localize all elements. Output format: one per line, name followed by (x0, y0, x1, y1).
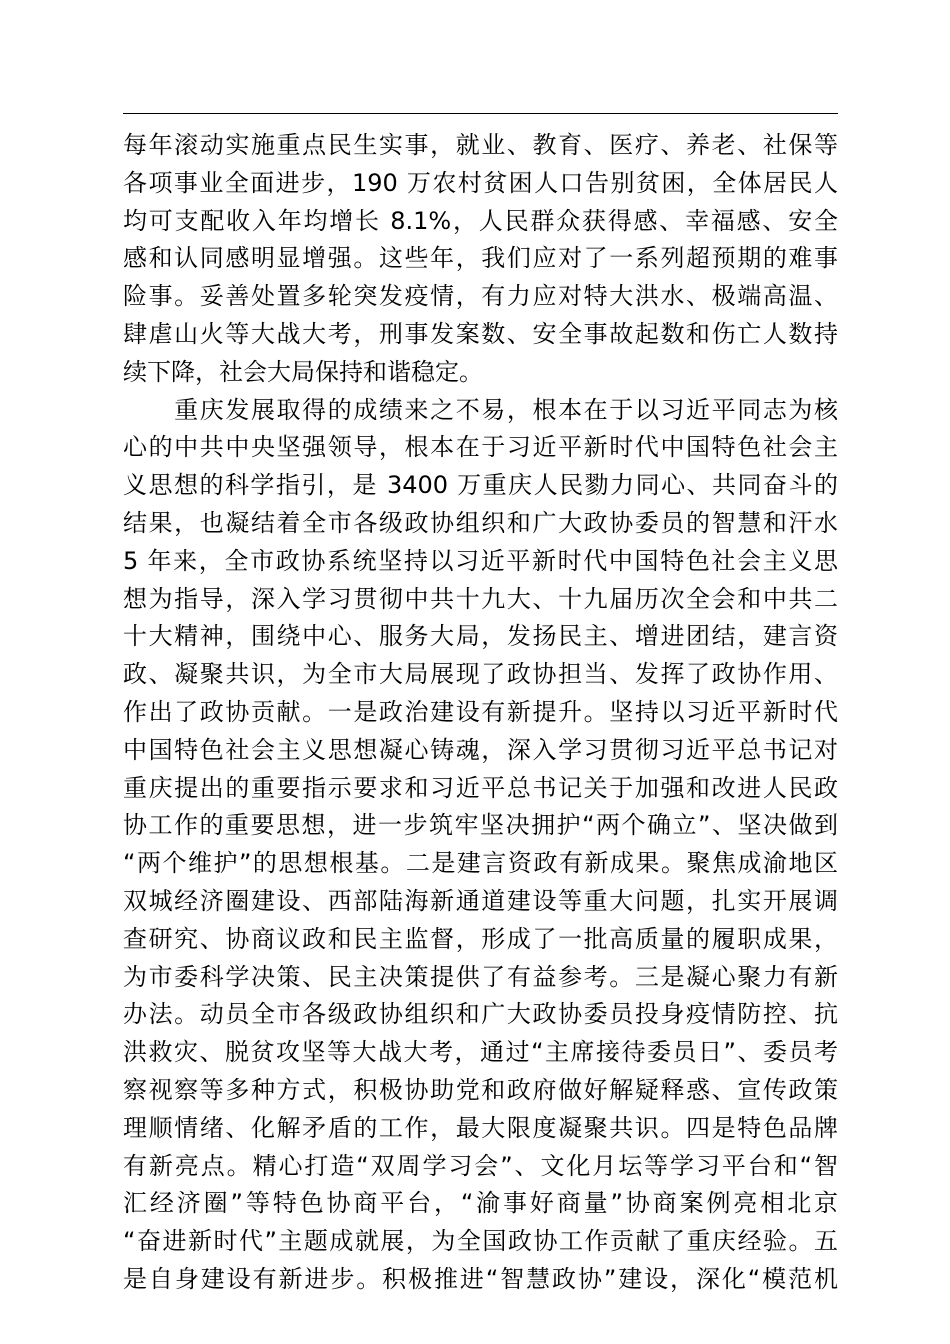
text-line: 感和认同感明显增强。这些年，我们应对了一系列超预期的难事 (123, 244, 838, 273)
text-line: 是自身建设有新进步。积极推进“智慧政协”建设，深化“模范机 (123, 1264, 838, 1293)
text-line: 重庆提出的重要指示要求和习近平总书记关于加强和改进人民政 (123, 773, 838, 802)
text-line: 中国特色社会主义思想凝心铸魂，深入学习贯彻习近平总书记对 (123, 735, 838, 764)
text-line: 理顺情绪、化解矛盾的工作，最大限度凝聚共识。四是特色品牌 (123, 1113, 838, 1142)
text-line: 肆虐山火等大战大考，刑事发案数、安全事故起数和伤亡人数持 (123, 319, 838, 348)
text-line: 协工作的重要思想，进一步筑牢坚决拥护“两个确立”、坚决做到 (123, 811, 838, 840)
text-line: “两个维护”的思想根基。二是建言资政有新成果。聚焦成渝地区 (123, 849, 838, 878)
text-line: 结果，也凝结着全市各级政协组织和广大政协委员的智慧和汗水 (123, 508, 838, 537)
text-line: 每年滚动实施重点民生实事，就业、教育、医疗、养老、社保等 (123, 131, 838, 159)
text-line: 为市委科学决策、民主决策提供了有益参考。三是凝心聚力有新 (123, 962, 838, 991)
text-line: 心的中共中央坚强领导，根本在于习近平新时代中国特色社会主 (123, 433, 838, 462)
text-line: 重庆发展取得的成绩来之不易，根本在于以习近平同志为核 (123, 395, 838, 424)
text-line: 办法。动员全市各级政协组织和广大政协委员投身疫情防控、抗 (123, 1000, 838, 1029)
text-line: 十大精神，围绕中心、服务大局，发扬民主、增进团结，建言资 (123, 622, 838, 651)
text-line: 有新亮点。精心打造“双周学习会”、文化月坛等学习平台和“智 (123, 1151, 838, 1180)
text-line: 汇经济圈”等特色协商平台，“渝事好商量”协商案例亮相北京 (123, 1189, 838, 1218)
header-rule (123, 113, 838, 114)
text-line: 想为指导，深入学习贯彻中共十九大、十九届历次全会和中共二 (123, 584, 838, 613)
text-line: 洪救灾、脱贫攻坚等大战大考，通过“主席接待委员日”、委员考 (123, 1038, 838, 1067)
text-line: 5 年来，全市政协系统坚持以习近平新时代中国特色社会主义思 (123, 546, 838, 575)
text-line: 险事。妥善处置多轮突发疫情，有力应对特大洪水、极端高温、 (123, 282, 838, 311)
text-line: 义思想的科学指引，是 3400 万重庆人民勠力同心、共同奋斗的 (123, 471, 838, 500)
text-line: 续下降，社会大局保持和谐稳定。 (123, 357, 483, 386)
text-line: 各项事业全面进步，190 万农村贫困人口告别贫困，全体居民人 (123, 168, 838, 197)
text-line: 双城经济圈建设、西部陆海新通道建设等重大问题，扎实开展调 (123, 886, 838, 915)
text-line: 查研究、协商议政和民主监督，形成了一批高质量的履职成果， (123, 924, 838, 953)
text-line: 作出了政协贡献。一是政治建设有新提升。坚持以习近平新时代 (123, 697, 838, 726)
text-line: 政、凝聚共识，为全市大局展现了政协担当、发挥了政协作用、 (123, 660, 838, 689)
body-text (123, 127, 838, 1299)
text-line: “奋进新时代”主题成就展，为全国政协工作贡献了重庆经验。五 (123, 1227, 838, 1256)
text-line: 均可支配收入年均增长 8.1%，人民群众获得感、幸福感、安全 (123, 206, 838, 235)
text-line: 察视察等多种方式，积极协助党和政府做好解疑释惑、宣传政策 (123, 1075, 838, 1104)
